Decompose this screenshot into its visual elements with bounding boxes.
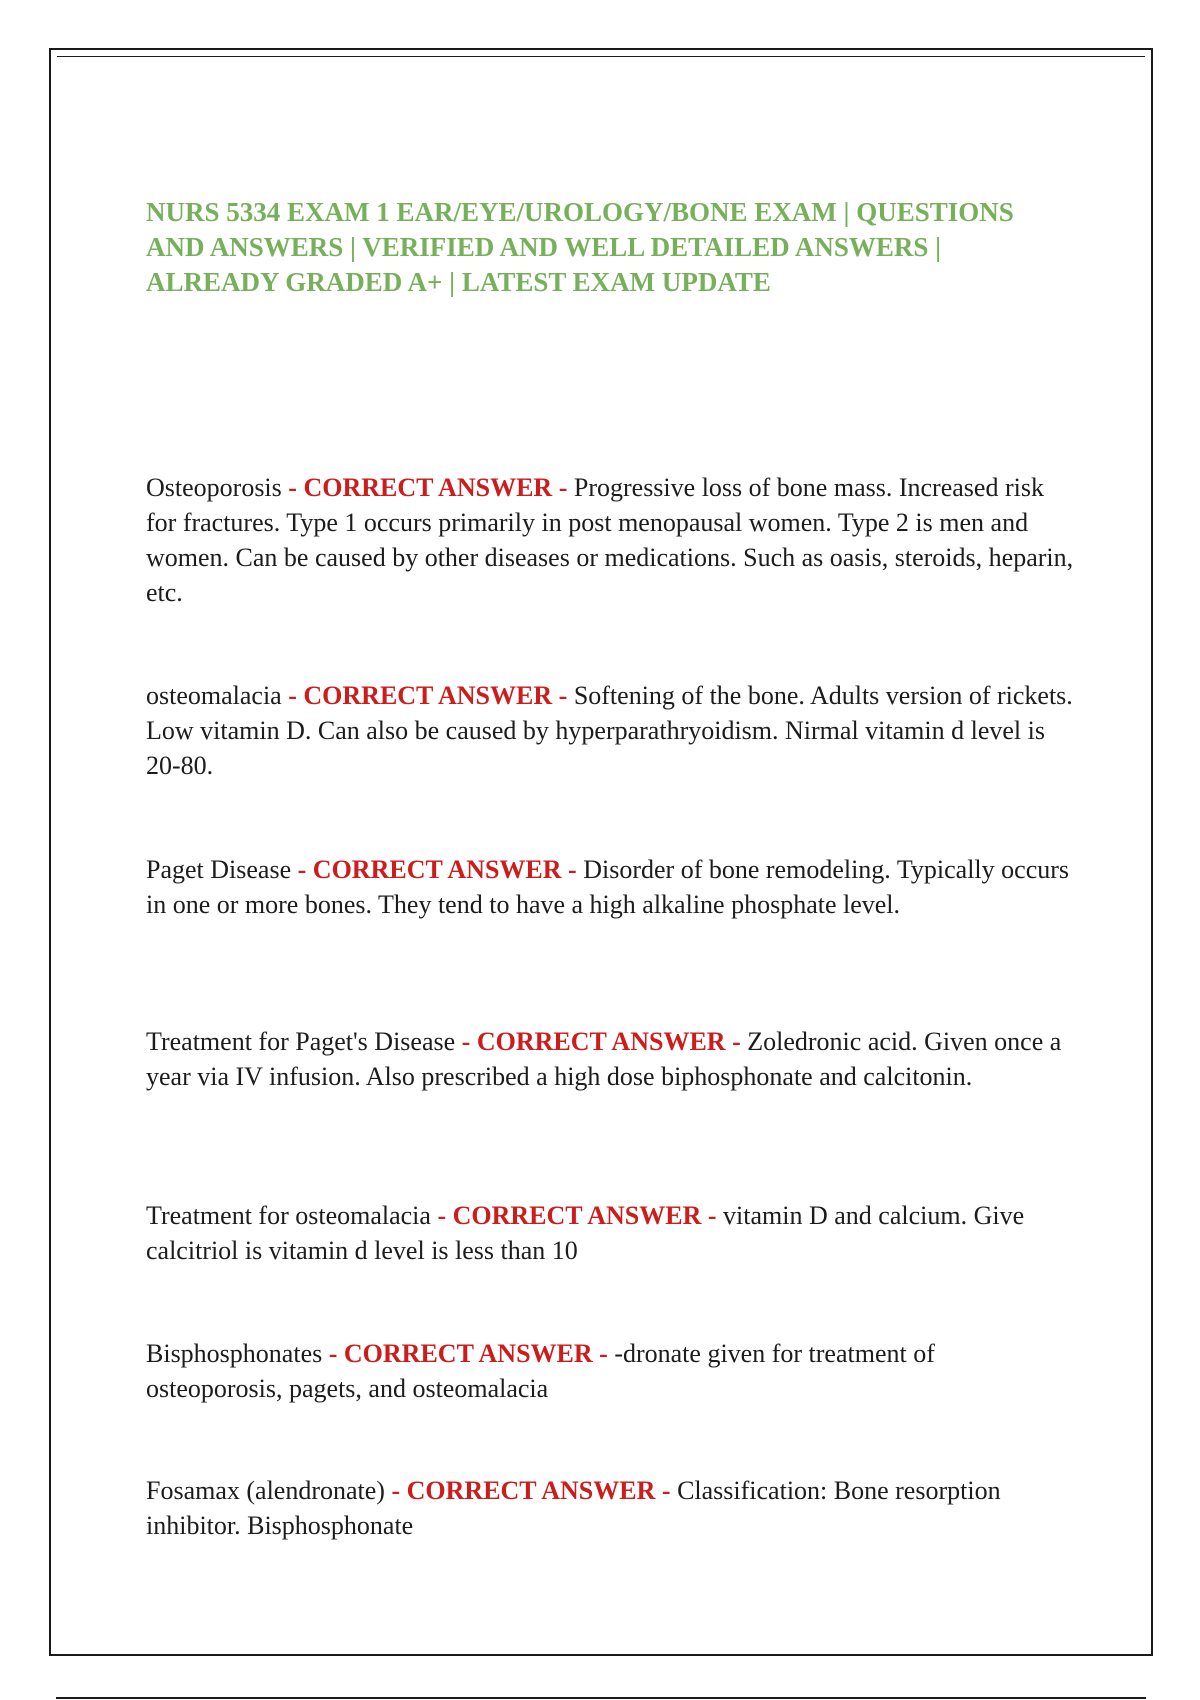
correct-answer-label: CORRECT ANSWER <box>312 855 562 884</box>
bottom-rule <box>56 1697 1146 1699</box>
qa-item-osteomalacia <box>146 678 1076 783</box>
qa-answer: Disorder of bone remodeling. Typically occurs in one or more bones. They tend to have a high alkaline phosphate level. <box>146 855 1070 919</box>
qa-separator: - <box>461 1027 471 1056</box>
correct-answer-label: CORRECT ANSWER <box>476 1027 726 1056</box>
qa-answer: vitamin D and calcium. Give calcitriol is vitamin d level is less than 10 <box>146 1201 1025 1265</box>
qa-item-treatment-paget <box>146 1024 1076 1094</box>
qa-item-paget-disease <box>146 852 1076 922</box>
qa-item-bisphosphonates <box>146 1336 1076 1406</box>
qa-term: Osteoporosis <box>146 473 282 502</box>
qa-separator: - <box>558 681 568 710</box>
qa-answer: -dronate given for treatment of osteoporosis, pagets, and osteomalacia <box>146 1339 935 1403</box>
qa-term: Paget Disease <box>146 855 292 884</box>
qa-separator: - <box>707 1201 717 1230</box>
qa-answer: Softening of the bone. Adults version of rickets. Low vitamin D. Can also be caused by hyperparathryoidism. Nirmal vitamin d level is 20-80. <box>146 681 1073 780</box>
qa-answer: Progressive loss of bone mass. Increased risk for fractures. Type 1 occurs primarily in post menopausal women. Type 2 is men and women. Can be caused by other diseases or medications. Such as oasis, steroids, heparin, etc. <box>146 473 1074 607</box>
qa-answer: Classification: Bone resorption inhibitor. Bisphosphonate <box>146 1476 1001 1540</box>
qa-separator: - <box>297 855 307 884</box>
qa-separator: - <box>288 681 297 710</box>
qa-term: Treatment for osteomalacia <box>146 1201 431 1230</box>
qa-answer: Zoledronic acid. Given once a year via IV infusion. Also prescribed a high dose biphosphonate and calcitonin. <box>146 1027 1062 1091</box>
qa-term: Treatment for Paget's Disease <box>146 1027 456 1056</box>
qa-term: Bisphosphonates <box>146 1339 323 1368</box>
qa-separator: - <box>568 855 577 884</box>
top-rule <box>57 56 1145 57</box>
qa-item-osteoporosis <box>146 470 1076 610</box>
correct-answer-label: CORRECT ANSWER <box>343 1339 593 1368</box>
correct-answer-label: CORRECT ANSWER <box>452 1201 702 1230</box>
qa-separator: - <box>288 473 297 502</box>
correct-answer-label: CORRECT ANSWER <box>406 1476 656 1505</box>
qa-separator: - <box>661 1476 671 1505</box>
qa-separator: - <box>599 1339 608 1368</box>
correct-answer-label: CORRECT ANSWER <box>303 473 553 502</box>
qa-item-fosamax <box>146 1473 1076 1543</box>
qa-term: osteomalacia <box>146 681 282 710</box>
qa-separator: - <box>328 1339 338 1368</box>
qa-term: Fosamax (alendronate) <box>146 1476 385 1505</box>
qa-separator: - <box>558 473 568 502</box>
qa-separator: - <box>391 1476 401 1505</box>
correct-answer-label: CORRECT ANSWER <box>303 681 553 710</box>
qa-separator: - <box>732 1027 741 1056</box>
document-title: NURS 5334 EXAM 1 EAR/EYE/UROLOGY/BONE EXAM | QUESTIONS AND ANSWERS | VERIFIED AND WELL DETAILED ANSWERS | ALREADY GRADED A+ | LATEST EXAM UPDATE <box>146 197 1014 297</box>
qa-item-treatment-osteomalacia <box>146 1198 1076 1268</box>
qa-separator: - <box>437 1201 447 1230</box>
